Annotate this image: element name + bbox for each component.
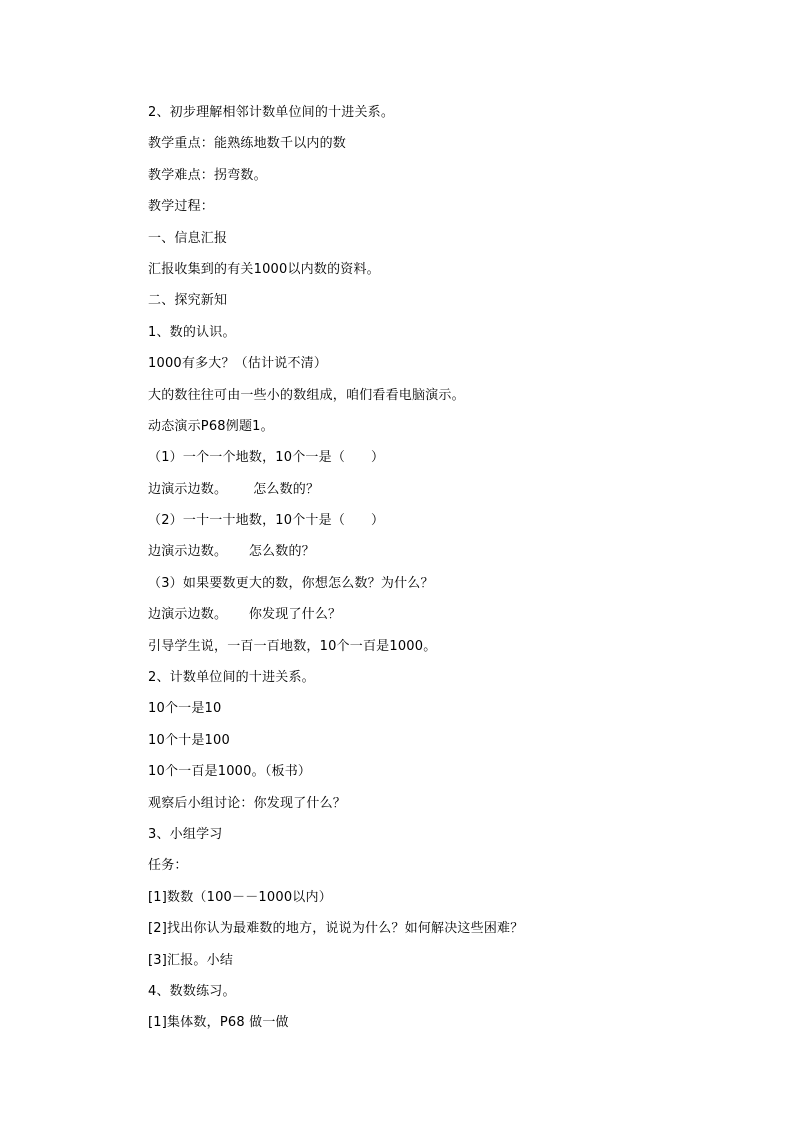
list-item: [1]数数（100－－1000以内） — [148, 889, 332, 905]
paragraph: 10个十是100 — [148, 732, 230, 748]
list-item: （3）如果要数更大的数，你想怎么数？为什么？ — [148, 575, 434, 591]
paragraph: 任务： — [148, 858, 188, 874]
paragraph: 大的数往往可由一些小的数组成，咱们看看电脑演示。 — [148, 387, 465, 403]
teaching-difficulty: 教学难点：拐弯数。 — [148, 167, 267, 183]
list-item: （1）一个一个地数，10个一是（ ） — [148, 450, 385, 466]
subsection-heading: 4、数数练习。 — [148, 983, 236, 999]
section-2-heading: 二、探究新知 — [148, 293, 228, 309]
teaching-focus: 教学重点：能熟练地数千以内的数 — [148, 136, 347, 152]
subsection-heading: 2、计数单位间的十进关系。 — [148, 670, 315, 686]
list-item: [1]集体数，P68 做一做 — [148, 1015, 289, 1031]
subsection-heading: 1、数的认识。 — [148, 324, 236, 340]
paragraph: 汇报收集到的有关1000以内数的资料。 — [148, 261, 380, 277]
paragraph: 1000有多大？（估计说不清） — [148, 356, 328, 372]
subsection-heading: 3、小组学习 — [148, 826, 223, 842]
paragraph: 边演示边数。 怎么数的？ — [148, 544, 315, 560]
paragraph: 边演示边数。 你发现了什么？ — [148, 607, 342, 623]
paragraph: 引导学生说，一百一百地数，10个一百是1000。 — [148, 638, 437, 654]
paragraph: 10个一是10 — [148, 701, 222, 717]
document-body — [148, 101, 708, 1043]
paragraph: 动态演示P68例题1。 — [148, 418, 274, 434]
objective-2: 2、初步理解相邻计数单位间的十进关系。 — [148, 105, 395, 120]
list-item: [3]汇报。小结 — [148, 952, 234, 968]
paragraph: 10个一百是1000。（板书） — [148, 764, 312, 780]
paragraph: 边演示边数。 怎么数的？ — [148, 481, 320, 497]
teaching-process-heading: 教学过程： — [148, 199, 215, 215]
list-item: （2）一十一十地数，10个十是（ ） — [148, 513, 385, 529]
paragraph: 观察后小组讨论：你发现了什么？ — [148, 795, 347, 811]
section-1-heading: 一、信息汇报 — [148, 230, 228, 246]
list-item: [2]找出你认为最难数的地方，说说为什么？如何解决这些困难？ — [148, 921, 524, 937]
